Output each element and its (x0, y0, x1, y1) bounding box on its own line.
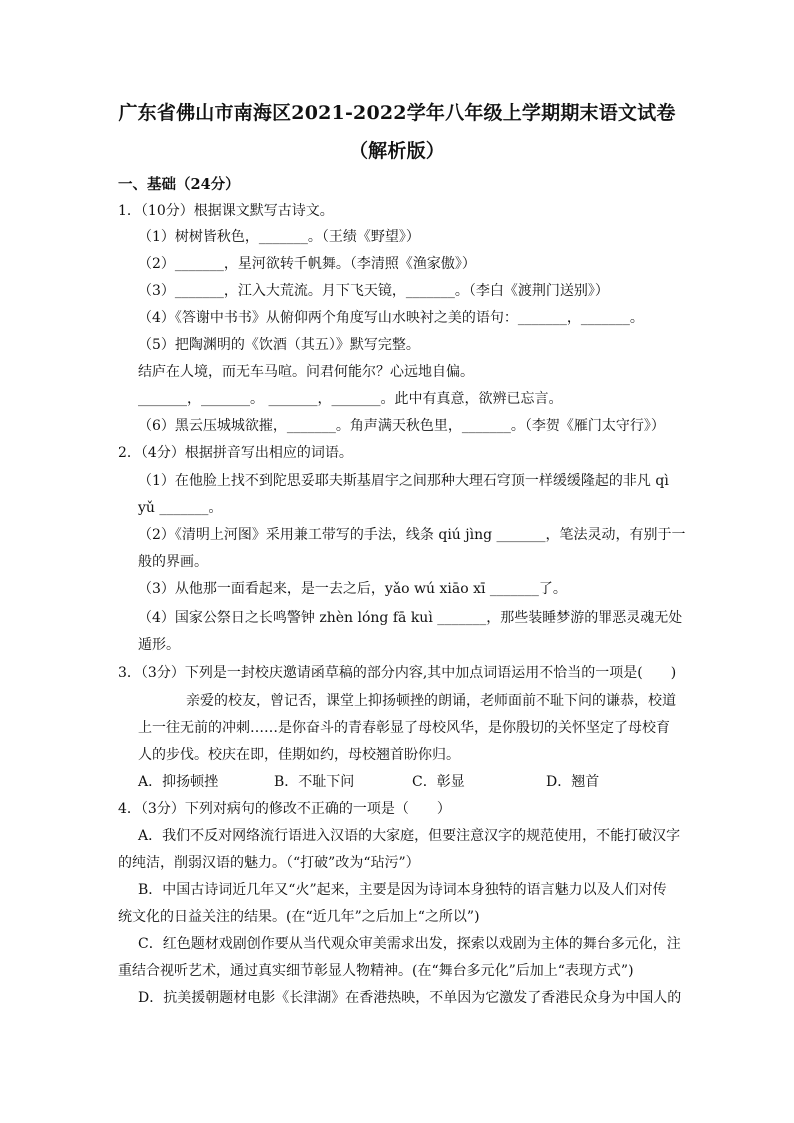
page-title: 广东省佛山市南海区2021-2022学年八年级上学期期末语文试卷 (118, 102, 676, 124)
page-subtitle: （解析版） (348, 140, 445, 162)
q2-item-3: （3）从他那一面看起来，是一去之后，yǎo wú xiāo xī _______了。 (138, 581, 567, 597)
q4-option-b-line-2: 统文化的日益关注的结果。(在“近几年”之后加上“之所以”) (118, 909, 480, 925)
q4-option-a-line-2: 的纯洁，削弱汉语的魅力。（“打破”改为“玷污”） (118, 855, 420, 871)
q4-stem: 4．（3分）下列对病句的修改不正确的一项是（ ） (118, 801, 451, 817)
q1-item-5: （5）把陶渊明的《饮酒（其五）》默写完整。 (138, 337, 420, 353)
q2-stem: 2．（4分）根据拼音写出相应的词语。 (118, 445, 353, 461)
section-heading: 一、基础（24分） (118, 176, 240, 193)
q3-stem: 3．（3分）下列是一封校庆邀请函草稿的部分内容,其中加点词语运用不恰当的一项是( ) (118, 665, 677, 681)
q2-item-4b: 遁形。 (138, 637, 180, 653)
q1-item-6: （6）黑云压城城欲摧，_______。角声满天秋色里，_______。（李贺《雁门太守行》） (138, 418, 665, 434)
q4-option-c-line-1: C．红色题材戏剧创作要从当代观众审美需求出发，探索以戏剧为主体的舞台多元化，注 (138, 936, 681, 952)
q2-item-2a: （2）《清明上河图》采用兼工带写的手法，线条 qiú jìng _______，笔法灵动，有别于一 (138, 527, 686, 543)
q3-option-d: D．翘首 (546, 774, 600, 790)
q2-item-1b: yǔ _______。 (138, 500, 223, 516)
q4-option-b-line-1: B．中国古诗词近几年又“火”起来，主要是因为诗词本身独特的语言魅力以及人们对传 (138, 882, 667, 898)
q3-option-b: B．不耻下问 (274, 774, 355, 790)
q1-item-5-blanks: _______，_______。 _______，_______。此中有真意，欲辨已忘言。 (138, 391, 563, 407)
q4-option-d-line-1: D．抗美援朝题材电影《长津湖》在香港热映，不单因为它激发了香港民众身为中国人的 (138, 990, 682, 1006)
q3-para-line-1: 亲爱的校友，曾记否，课堂上抑扬顿挫的朗诵，老师面前不耻下问的谦恭，校道 (186, 693, 676, 709)
q1-item-4: （4）《答谢中书书》从俯仰两个角度写山水映衬之美的语句：_______，_______。 (138, 310, 644, 326)
q1-item-1: （1）树树皆秋色，_______。（王绩《野望》） (138, 229, 420, 245)
q3-option-c: C．彰显 (412, 774, 465, 790)
q3-para-line-3: 人的步伐。校庆在即，佳期如约，母校翘首盼你归。 (138, 747, 460, 763)
q3-option-a: A．抑扬顿挫 (138, 774, 219, 790)
q4-option-a-line-1: A．我们不反对网络流行语进入汉语的大家庭，但要注意汉字的规范使用，不能打破汉字 (138, 828, 681, 844)
q2-item-1a: （1）在他脸上找不到陀思妥耶夫斯基眉宇之间那种大理石穹顶一样缓缓隆起的非凡 qì (138, 473, 669, 489)
q1-item-2: （2）_______，星河欲转千帆舞。（李清照《渔家傲》） (138, 256, 476, 272)
q3-para-line-2: 上一往无前的冲刺……是你奋斗的青春彰显了母校风华，是你殷切的关怀坚定了母校育 (138, 720, 670, 736)
q2-item-2b: 般的界画。 (138, 554, 208, 570)
q1-item-5-poem: 结庐在人境，而无车马喧。问君何能尔？心远地自偏。 (138, 364, 474, 380)
q1-item-3: （3）_______，江入大荒流。月下飞天镜，_______。（李白《渡荆门送别》） (138, 283, 609, 299)
q2-item-4a: （4）国家公祭日之长鸣警钟 zhèn lóng fā kuì _______，那些装睡梦游的罪恶灵魂无处 (138, 610, 683, 626)
q1-stem: 1．（10分）根据课文默写古诗文。 (118, 203, 334, 219)
q4-option-c-line-2: 重结合视听艺术，通过真实细节彰显人物精神。(在“舞台多元化”后加上“表现方式”) (118, 963, 634, 979)
